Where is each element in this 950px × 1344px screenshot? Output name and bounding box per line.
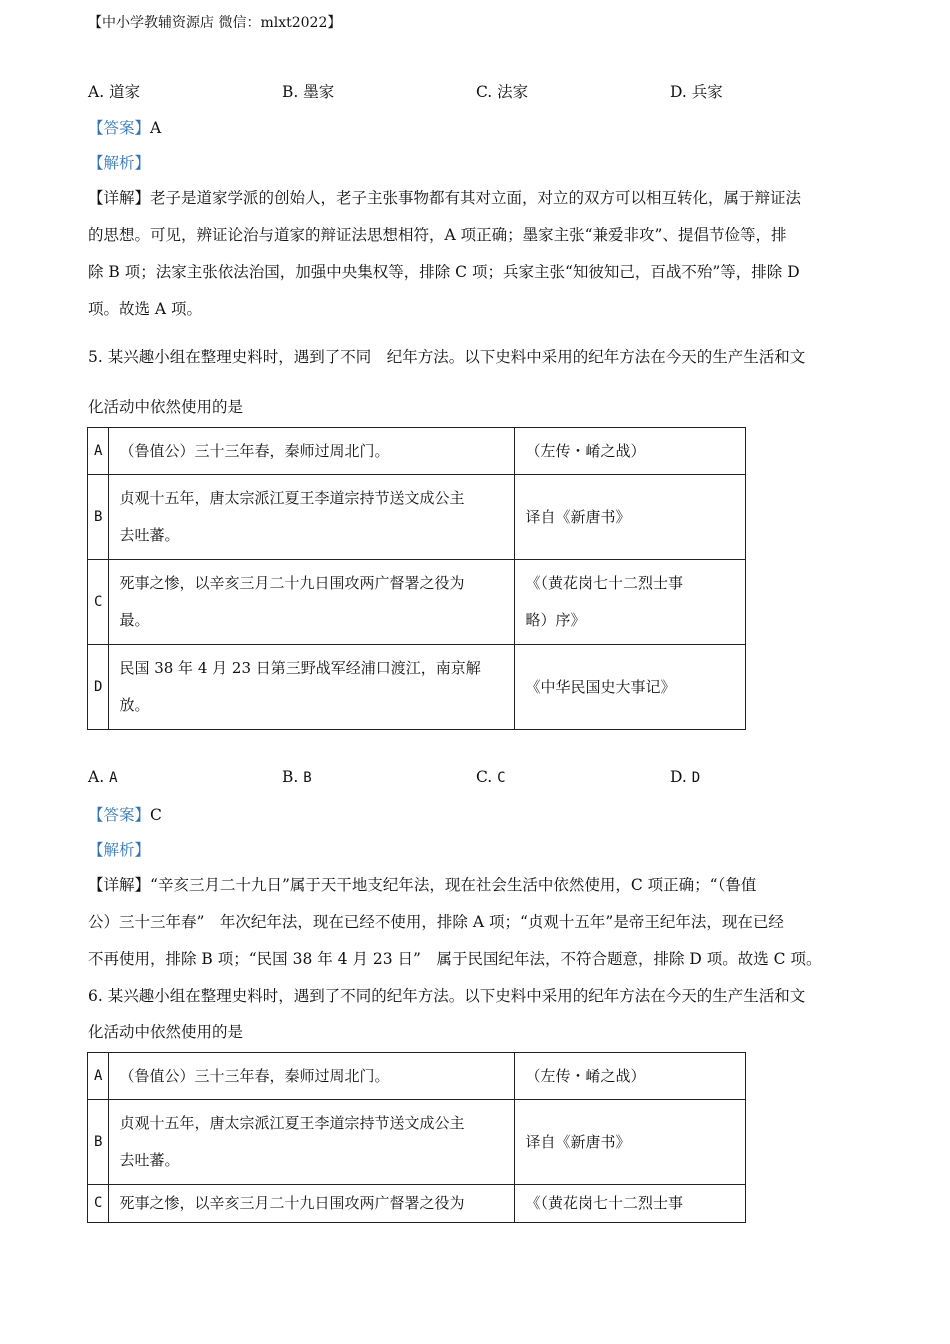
row-source <box>515 645 746 730</box>
source-line: （左传・崤之战） <box>525 441 646 460</box>
row-content <box>109 560 515 645</box>
source-line: （左传・崤之战） <box>525 1066 646 1085</box>
source-line: 《（黄花岗七十二烈士事 <box>525 574 683 592</box>
option-text: 道家 <box>109 83 141 101</box>
option-text: A <box>109 770 118 786</box>
source-line: 《（黄花岗七十二烈士事 <box>525 1194 683 1212</box>
q5-detail-line-1 <box>88 873 756 895</box>
table-row <box>88 1053 746 1100</box>
row-content <box>109 428 515 475</box>
q5-answer <box>88 803 162 825</box>
row-label: C <box>88 560 109 645</box>
table-row <box>88 1185 746 1223</box>
content-line: 去吐蕃。 <box>119 1151 180 1169</box>
q4-option-c <box>476 80 528 102</box>
row-label: A <box>88 428 109 475</box>
q5-detail-line-3: 不再使用，排除 B 项；“民国 38 年 4 月 23 日” 属于民国纪年法，不符合题意，排除 D 项。故选 C 项。 <box>88 950 822 968</box>
detail-text: 老子是道家学派的创始人，老子主张事物都有其对立面，对立的双方可以相互转化，属于辩证法 <box>150 189 802 207</box>
q6-stem-line-1: 6. 某兴趣小组在整理史料时，遇到了不同的纪年方法。以下史料中采用的纪年方法在今天的生产生活和文 <box>88 987 806 1005</box>
option-text: C <box>497 770 506 786</box>
row-label: B <box>88 1100 109 1185</box>
q5-stem-line-1: 5. 某兴趣小组在整理史料时，遇到了不同 纪年方法。以下史料中采用的纪年方法在今天的生产生活和文 <box>88 348 806 366</box>
q5-detail-line-2: 公）三十三年春” 年次纪年法，现在已经不使用，排除 A 项；“贞观十五年”是帝王纪年法，现在已经 <box>88 913 784 931</box>
table-row <box>88 1100 746 1185</box>
answer-value: C <box>150 806 162 824</box>
q5-option-a <box>88 768 118 786</box>
row-source <box>515 1100 746 1185</box>
q6-source-table <box>87 1052 746 1223</box>
table-row <box>88 475 746 560</box>
option-letter: D. <box>670 83 687 101</box>
q4-detail-line-4: 项。故选 A 项。 <box>88 300 203 318</box>
row-source <box>515 475 746 560</box>
content-line: 贞观十五年，唐太宗派江夏王李道宗持节送文成公主 <box>119 1114 465 1132</box>
q4-analysis-label: 【解析】 <box>88 154 151 172</box>
row-content <box>109 1185 515 1223</box>
option-letter: A. <box>88 83 105 101</box>
q4-option-b <box>282 80 334 102</box>
content-line: 贞观十五年，唐太宗派江夏王李道宗持节送文成公主 <box>119 489 465 507</box>
source-line: 译自《新唐书》 <box>525 1132 631 1151</box>
q5-analysis-label: 【解析】 <box>88 841 151 859</box>
content-line: 死事之惨，以辛亥三月二十九日围攻两广督署之役为 <box>119 574 465 592</box>
row-label: B <box>88 475 109 560</box>
content-line: 最。 <box>119 611 150 629</box>
page-header: 【中小学教辅资源店 微信：mlxt2022】 <box>88 15 342 31</box>
q6-stem-line-2: 化活动中依然使用的是 <box>88 1023 244 1041</box>
answer-label: 【答案】 <box>88 119 151 137</box>
source-line: 《中华民国史大事记》 <box>525 677 676 696</box>
row-content <box>109 1053 515 1100</box>
option-text: D <box>691 770 701 786</box>
row-source <box>515 560 746 645</box>
detail-label: 【详解】 <box>88 876 151 894</box>
source-line: 译自《新唐书》 <box>525 507 631 526</box>
detail-text: “辛亥三月二十九日”属于天干地支纪年法，现在社会生活中依然使用，C 项正确；“（鲁值 <box>150 876 757 894</box>
q4-option-a <box>88 80 140 102</box>
q5-option-c <box>476 768 506 786</box>
detail-label: 【详解】 <box>88 189 151 207</box>
content-line: 民国 38 年 4 月 23 日第三野战军经浦口渡江，南京解 <box>119 659 481 677</box>
row-content <box>109 475 515 560</box>
q4-answer <box>88 116 161 138</box>
row-source <box>515 1053 746 1100</box>
content-line: 放。 <box>119 696 150 714</box>
row-content <box>109 1100 515 1185</box>
option-text: 墨家 <box>303 83 335 101</box>
q5-source-table <box>87 427 746 730</box>
table-row <box>88 428 746 475</box>
row-label: C <box>88 1185 109 1223</box>
option-letter: B. <box>282 83 299 101</box>
row-source <box>515 1185 746 1223</box>
row-label: A <box>88 1053 109 1100</box>
row-source <box>515 428 746 475</box>
q4-detail-line-2: 的思想。可见，辨证论治与道家的辩证法思想相符，A 项正确；墨家主张“兼爱非攻”、提倡节俭等，排 <box>88 226 787 244</box>
answer-label: 【答案】 <box>88 806 151 824</box>
option-text: 法家 <box>497 83 529 101</box>
table-row <box>88 560 746 645</box>
source-line: 略）序》 <box>525 611 586 629</box>
row-content <box>109 645 515 730</box>
answer-value: A <box>150 119 162 137</box>
q4-detail-line-3: 除 B 项；法家主张依法治国，加强中央集权等，排除 C 项；兵家主张“知彼知己，百战不殆”等，排除 D <box>88 263 800 281</box>
q5-option-b <box>282 768 312 786</box>
option-letter: D. <box>670 768 687 786</box>
content-line: 死事之惨，以辛亥三月二十九日围攻两广督署之役为 <box>119 1194 465 1212</box>
q5-stem-line-2: 化活动中依然使用的是 <box>88 398 244 416</box>
option-text: B <box>303 770 312 786</box>
q4-detail-line-1 <box>88 186 801 208</box>
q4-option-d <box>670 80 723 102</box>
content-line: （鲁值公）三十三年春，秦师过周北门。 <box>119 441 390 460</box>
content-line: 去吐蕃。 <box>119 526 180 544</box>
option-letter: B. <box>282 768 299 786</box>
option-letter: A. <box>88 768 105 786</box>
q5-option-d <box>670 768 700 786</box>
table-row <box>88 645 746 730</box>
content-line: （鲁值公）三十三年春，秦师过周北门。 <box>119 1066 390 1085</box>
option-text: 兵家 <box>691 83 723 101</box>
option-letter: C. <box>476 83 493 101</box>
row-label: D <box>88 645 109 730</box>
option-letter: C. <box>476 768 493 786</box>
